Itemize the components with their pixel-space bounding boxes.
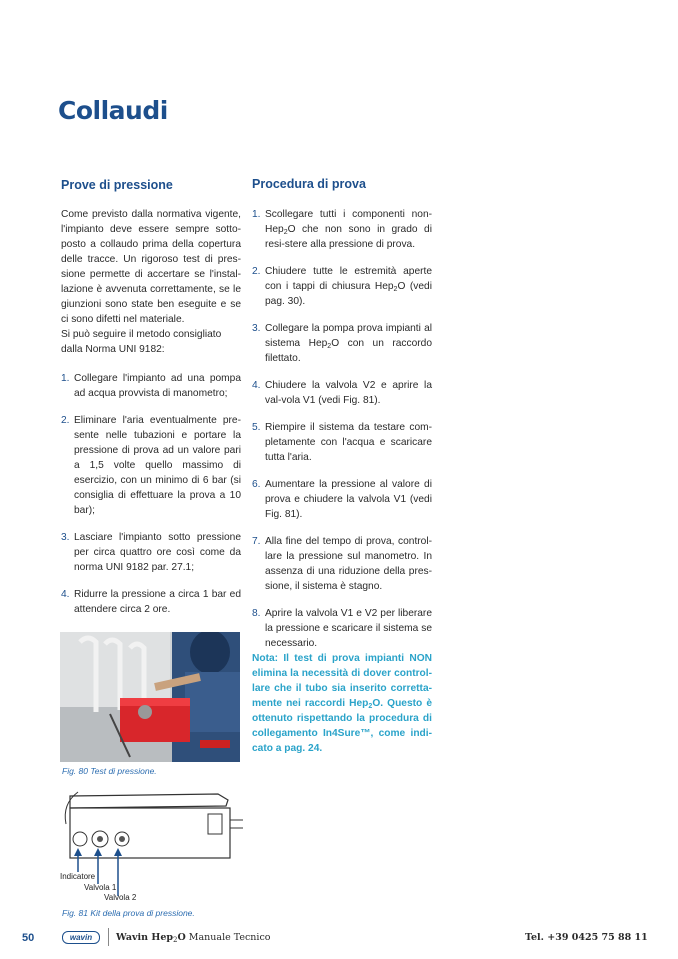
procedure-step: 3. Collegare la pompa prova impianti al sistema Hep$_2$O con un raccordo filettato. — [252, 323, 433, 364]
list-item: 1. Collegare l'impianto ad una pompa ad acqua provvista di manometro; — [61, 373, 241, 399]
procedure-step: 1. Scollegare tutti i componenti non-Hep$_2$O che non sono in grado di resi-stere alla pressione di prova. — [252, 209, 432, 250]
procedure-step: 8. Aprire la valvola V1 e V2 per liberare la pressione e scaricare il sistema se necessario. — [252, 608, 432, 649]
right-column — [252, 207, 432, 756]
left-heading: Prove di pressione — [61, 178, 173, 192]
figure-81-caption: Fig. 81 Kit della prova di pressione. — [62, 908, 195, 918]
page-title: Collaudi — [58, 96, 168, 125]
intro-paragraph-2: Si può seguire il metodo consigliato dalla Norma UNI 9182: — [61, 329, 222, 355]
procedure-step: 4. Chiudere la valvola V2 e aprire la val-vola V1 (vedi Fig. 81). — [252, 380, 432, 406]
footer-brand: Wavin Hep$_2$O Manuale Tecnico — [116, 932, 271, 944]
procedure-step: 2. Chiudere tutte le estremità aperte con i tappi di chiusura Hep$_2$O (vedi pag. 30). — [252, 266, 432, 307]
footer-phone: Tel. +39 0425 75 88 11 — [525, 932, 648, 943]
left-column — [61, 207, 241, 617]
label-indicatore: Indicatore — [60, 872, 96, 881]
figure-80-caption: Fig. 80 Test di pressione. — [62, 766, 157, 776]
list-item: 4. Ridurre la pressione a circa 1 bar ed attendere circa 2 ore. — [61, 589, 241, 615]
pressure-test-photo — [60, 632, 240, 762]
procedure-step: 5. Riempire il sistema da testare com-pletamente con l'acqua e scaricare tutta l'aria. — [252, 422, 432, 463]
label-valvola-2: Valvola 2 — [104, 893, 137, 902]
procedure-step: 6. Aumentare la pressione al valore di prova e chiudere la valvola V1 (vedi Fig. 81). — [252, 479, 432, 520]
intro-paragraph: Come previsto dalla normativa vigente, l'impianto deve essere sempre sotto-posto a collaudo prima della copertura delle tracce. Un rigoroso test di pres-sione permette di accertare se l'instal-lazione è avvenuta correttamente, se le giunzioni sono state ben eseguite e se ci sono difetti nel materiale. — [61, 209, 241, 325]
procedure-step: 7. Alla fine del tempo di prova, control-lare la pressione sul manometro. In assenza di una riduzione della pres-sione, il sistema è stagno. — [252, 536, 432, 592]
note-text: Nota: Il test di prova impianti NON elimina la necessità di dover control-lare che il tubo sia inserito corretta-mente nei raccordi Hep$_2$O. Questo è ottenuto rispettando la procedura di collegamento In4Sure™, come indi-cato a pag. 24. — [252, 653, 432, 754]
page-number: 50 — [22, 932, 35, 944]
list-item: 2. Eliminare l'aria eventualmente pre-sente nelle tubazioni e portare la pressione di prova ad un valore pari a 1,5 volte quello massimo di esercizio, con un minimo di 6 bar (si consiglia di effettuare la prova a 10 bar); — [61, 415, 241, 516]
footer-separator — [108, 928, 109, 946]
right-heading: Procedura di prova — [252, 177, 366, 191]
wavin-logo: wavin — [62, 931, 100, 944]
pressure-kit-diagram — [58, 784, 248, 902]
label-valvola-1: Valvola 1 — [84, 883, 117, 892]
footer — [0, 928, 678, 948]
list-item: 3. Lasciare l'impianto sotto pressione per circa quattro ore così come da norma UNI 9182 par. 27.1; — [61, 532, 241, 573]
